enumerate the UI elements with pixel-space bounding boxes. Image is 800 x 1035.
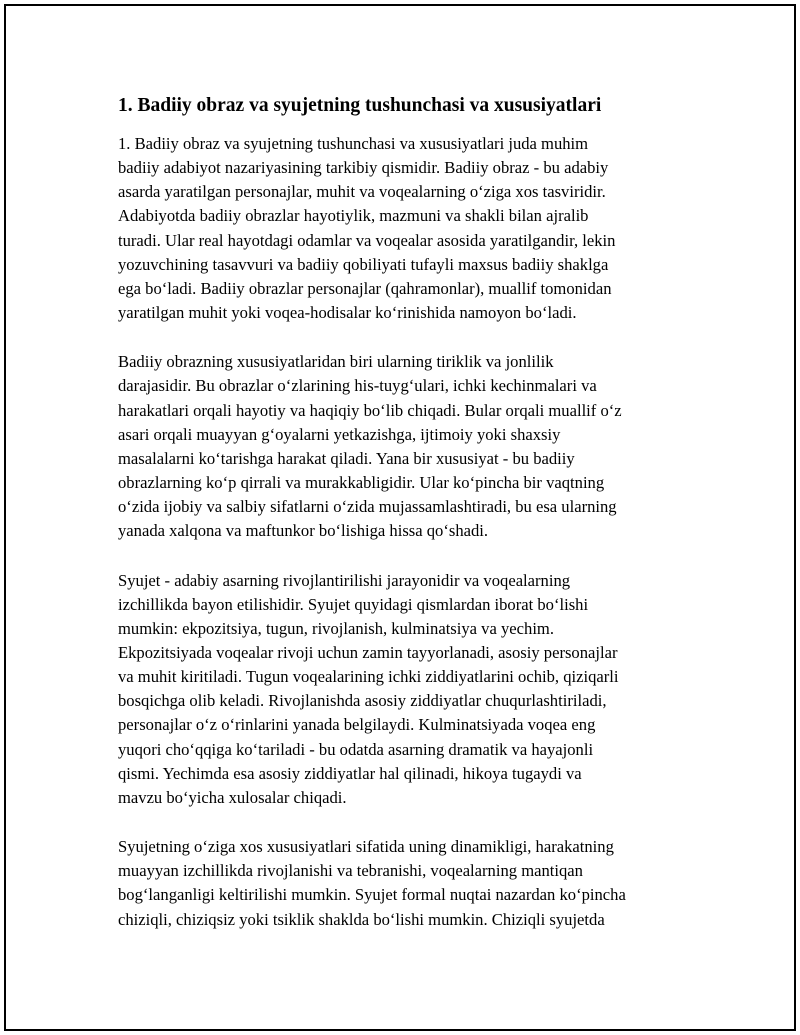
text-line: ega bo‘ladi. Badiiy obrazlar personajlar (qahramonlar), muallif tomonidan <box>118 278 612 298</box>
document-title: 1. Badiiy obraz va syujetning tushunchasi va xususiyatlari <box>118 95 602 116</box>
text-line: bog‘langanligi keltirilishi mumkin. Syujet formal nuqtai nazardan ko‘pincha <box>118 885 626 905</box>
text-line: yanada xalqona va maftunkor bo‘lishiga hissa qo‘shadi. <box>118 521 489 541</box>
text-line: muayyan izchillikda rivojlanishi va tebranishi, voqealarning mantiqan <box>118 861 583 881</box>
text-line: qismi. Yechimda esa asosiy ziddiyatlar hal qilinadi, hikoya tugaydi va <box>118 763 582 783</box>
text-line: badiiy adabiyot nazariyasining tarkibiy qismidir. Badiiy obraz - bu adabiy <box>118 158 609 178</box>
text-line: Ekpozitsiyada voqealar rivoji uchun zamin tayyorlanadi, asosiy personajlar <box>118 642 618 662</box>
text-line: Badiiy obrazning xususiyatlaridan biri ularning tiriklik va jonlilik <box>118 352 554 372</box>
paragraph-1 <box>118 132 688 325</box>
text-line: mumkin: ekpozitsiya, tugun, rivojlanish, kulminatsiya va yechim. <box>118 618 554 638</box>
text-line: Syujet - adabiy asarning rivojlantirilishi jarayonidir va voqealarning <box>118 570 571 590</box>
text-line: asari orqali muayyan g‘oyalarni yetkazishga, ijtimoiy yoki shaxsiy <box>118 424 561 444</box>
text-line: va muhit kiritiladi. Tugun voqealarining ichki ziddiyatlarini ochib, qiziqarli <box>118 667 619 687</box>
text-line: izchillikda bayon etilishidir. Syujet quyidagi qismlardan iborat bo‘lishi <box>118 594 589 614</box>
text-line: chiziqli, chiziqsiz yoki tsiklik shaklda bo‘lishi mumkin. Chiziqli syujetda <box>118 909 605 929</box>
text-line: harakatlari orqali hayotiy va haqiqiy bo‘lib chiqadi. Bular orqali muallif o‘z <box>118 400 622 420</box>
text-line: turadi. Ular real hayotdagi odamlar va voqealar asosida yaratilgandir, lekin <box>118 230 616 250</box>
text-line: Syujetning o‘ziga xos xususiyatlari sifatida uning dinamikligi, harakatning <box>118 837 614 857</box>
text-line: personajlar o‘z o‘rinlarini yanada belgilaydi. Kulminatsiyada voqea eng <box>118 715 596 735</box>
text-line: yuqori cho‘qqiga ko‘tariladi - bu odatda asarning dramatik va hayajonli <box>118 739 594 759</box>
text-line: yaratilgan muhit yoki voqea-hodisalar ko‘rinishida namoyon bo‘ladi. <box>118 303 577 323</box>
text-line: obrazlarning ko‘p qirrali va murakkabligidir. Ular ko‘pincha bir vaqtning <box>118 473 605 493</box>
paragraph-3 <box>118 569 688 811</box>
text-line: asarda yaratilgan personajlar, muhit va voqealarning o‘ziga xos tasviridir. <box>118 182 606 202</box>
text-line: Adabiyotda badiiy obrazlar hayotiylik, mazmuni va shakli bilan ajralib <box>118 206 589 226</box>
text-line: yozuvchining tasavvuri va badiiy qobiliyati tufayli maxsus badiiy shaklga <box>118 254 609 274</box>
document-body <box>118 92 688 932</box>
text-line: bosqichga olib keladi. Rivojlanishda asosiy ziddiyatlar chuqurlashtiriladi, <box>118 691 607 711</box>
text-line: darajasidir. Bu obrazlar o‘zlarining his-tuyg‘ulari, ichki kechinmalari va <box>118 376 597 396</box>
text-line: 1. Badiiy obraz va syujetning tushunchasi va xususiyatlari juda muhim <box>118 134 589 153</box>
paragraph-2 <box>118 350 688 543</box>
text-line: o‘zida ijobiy va salbiy sifatlarni o‘zida mujassamlashtiradi, bu esa ularning <box>118 497 617 517</box>
text-line: mavzu bo‘yicha xulosalar chiqadi. <box>118 787 347 807</box>
paragraph-4 <box>118 835 688 932</box>
text-line: masalalarni ko‘tarishga harakat qiladi. Yana bir xususiyat - bu badiiy <box>118 448 575 468</box>
